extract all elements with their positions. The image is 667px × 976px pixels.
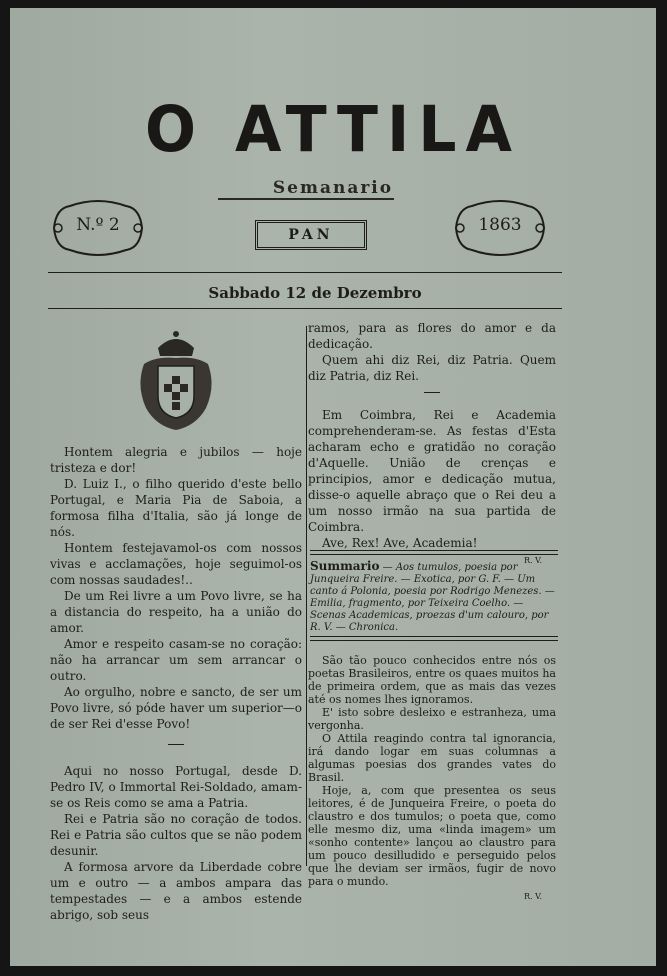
year-cartouche xyxy=(452,198,548,258)
paragraph: O Attila reagindo contra tal ignorancia, irá dando logar em suas columnas a algumas poesias dos grandes vates do Brasil. xyxy=(308,732,556,784)
poets-note xyxy=(308,654,556,903)
issue-number: N.º 2 xyxy=(76,215,120,235)
summary-box xyxy=(310,560,558,634)
paragraph: Amor e respeito casam-se no coração: não ha arrancar um sem arrancar o outro. xyxy=(50,637,302,683)
paragraph: Aqui no nosso Portugal, desde D. Pedro IV, o Immortal Rei-Soldado, amam-se os Reis como se ama a Patria. xyxy=(50,764,302,810)
paragraph: Ao orgulho, nobre e sancto, de ser um Povo livre, só póde haver um superior—o de ser Rei d'esse Povo! xyxy=(50,685,302,731)
summary-label: Summario xyxy=(310,559,380,573)
section-dash xyxy=(168,744,184,745)
paragraph: Hoje, a, com que presentea os seus leitores, é de Junqueira Freire, o poeta do claustro e dos tumulos; o poeta que, como elle mesmo diz, uma «linda imagem» um «sonho contente» lançou ao claustro para um pouco desilludido e perseguido pelos que lhe deviam ser irmãos, fugir de novo para o mundo. xyxy=(308,784,556,888)
paragraph: Quem ahi diz Rei, diz Patria. Quem diz Patria, diz Rei. xyxy=(308,353,556,383)
paragraph: E' isto sobre desleixo e estranheza, uma vergonha. xyxy=(308,706,556,732)
signature: R. V. xyxy=(523,892,542,901)
right-article xyxy=(308,320,556,569)
summary-rule-top xyxy=(310,550,558,555)
masthead-subtitle: Semanario xyxy=(272,178,394,198)
paragraph: Ave, Rex! Ave, Academia! xyxy=(322,536,478,550)
summary-rule-bottom xyxy=(310,636,558,641)
signature: R. V. xyxy=(523,556,542,565)
column-divider xyxy=(306,326,307,866)
coat-of-arms-icon xyxy=(136,326,216,434)
paragraph: Hontem festejavamol-os com nossos vivas e acclamações, hoje seguimol-os com nossas saudades!.. xyxy=(50,541,302,587)
left-article xyxy=(50,444,302,923)
paragraph: ramos, para as flores do amor e da dedicação. xyxy=(308,321,556,351)
motto-box: PAN xyxy=(255,220,367,250)
number-cartouche xyxy=(50,198,146,258)
issue-date: Sabbado 12 de Dezembro xyxy=(208,284,422,302)
issue-year: 1863 xyxy=(478,215,522,235)
paragraph: Hontem alegria e jubilos — hoje tristeza e dor! xyxy=(50,445,302,475)
paragraph: São tão pouco conhecidos entre nós os poetas Brasileiros, entre os quaes muitos ha de primeira ordem, que as mais das vezes até os nomes lhes ignoramos. xyxy=(308,654,556,706)
masthead-title: O ATTILA xyxy=(145,93,521,167)
royal-coat-of-arms xyxy=(136,326,216,434)
paragraph: A formosa arvore da Liberdade cobre um e outro — a ambos ampara das tempestades — e a ambos estende abrigo, sob seus xyxy=(50,860,302,922)
paragraph: De um Rei livre a um Povo livre, se ha a distancia do respeito, ha a união do amor. xyxy=(50,589,302,635)
paragraph: D. Luiz I., o filho querido d'este bello Portugal, e Maria Pia de Saboia, a formosa filha d'Italia, são já longe de nós. xyxy=(50,477,302,539)
section-dash xyxy=(424,392,440,393)
paragraph: Rei e Patria são no coração de todos. Rei e Patria são cultos que se não podem desunir. xyxy=(50,812,302,858)
header-rule-top xyxy=(48,272,562,273)
subtitle-rule xyxy=(218,198,394,200)
header-rule-bottom xyxy=(48,308,562,309)
paragraph: Em Coimbra, Rei e Academia comprehenderam-se. As festas d'Esta acharam echo e gratidão no coração d'Aquelle. União de crenças e principios, amor e dedicação mutua, disse-o aquelle abraço que o Rei deu a um nosso irmão na sua partida de Coimbra. xyxy=(308,408,556,534)
newspaper-page xyxy=(10,8,656,966)
summary-text: — Aos tumulos, poesia por Junqueira Freire. — Exotica, por G. F. — Um canto á Polonia, poesia por Rodrigo Menezes. —Emilia, fragmento, por Teixeira Coelho. — Scenas Academicas, proezas d'um calouro, por R. V. — Chronica. xyxy=(310,562,555,633)
